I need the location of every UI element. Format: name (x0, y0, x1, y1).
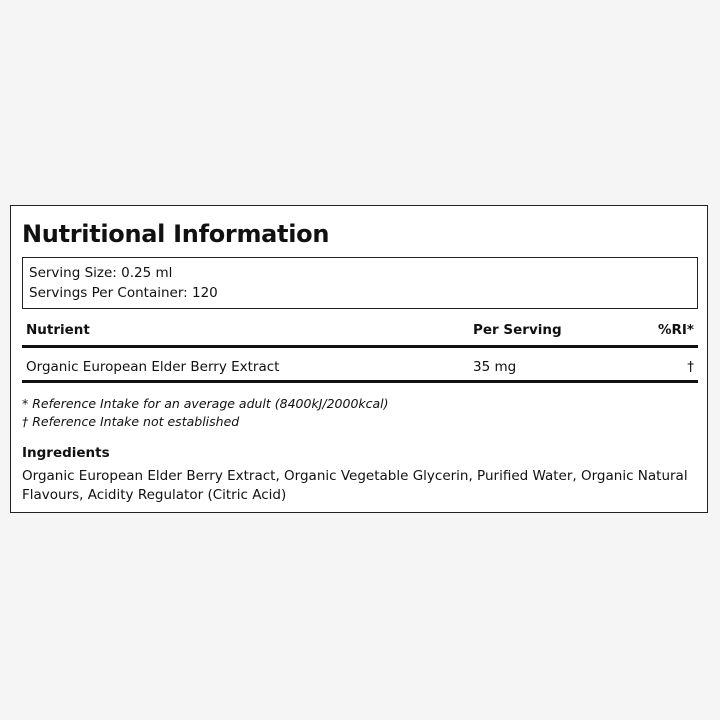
footnote-not-established: † Reference Intake not established (22, 414, 240, 429)
serving-size: Serving Size: 0.25 ml (29, 265, 173, 281)
footnote-reference-intake: * Reference Intake for an average adult (8400kJ/2000kcal) (22, 396, 389, 411)
serving-info-box (22, 257, 698, 309)
nutrition-panel (10, 205, 708, 513)
nutrient-table-header (22, 319, 698, 348)
ingredients-text: Organic European Elder Berry Extract, Organic Vegetable Glycerin, Purified Water, Organic Natural Flavours, Acidity Regulator (Citric Acid) (22, 468, 688, 503)
row-ri: † (687, 359, 694, 375)
servings-per-container: Servings Per Container: 120 (29, 285, 218, 301)
ingredients-heading: Ingredients (22, 445, 110, 461)
header-ri: %RI* (657, 322, 694, 338)
header-nutrient: Nutrient (26, 322, 90, 338)
row-per-serving: 35 mg (473, 359, 517, 375)
header-per-serving: Per Serving (473, 322, 562, 338)
table-row (22, 356, 698, 383)
panel-title: Nutritional Information (22, 220, 330, 248)
row-nutrient: Organic European Elder Berry Extract (26, 359, 280, 375)
